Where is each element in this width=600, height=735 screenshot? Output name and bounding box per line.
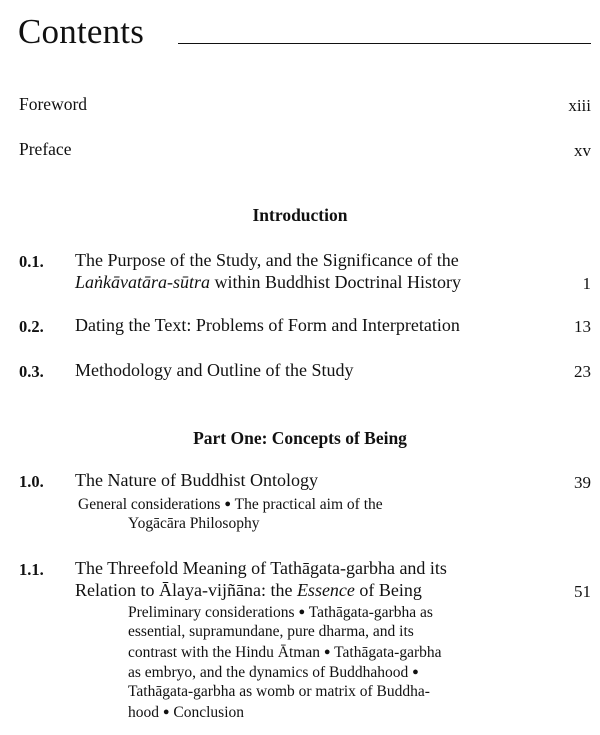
subtopic: The practical aim of the xyxy=(234,496,383,513)
entry-subtopics-line: essential, supramundane, pure dharma, and its xyxy=(128,623,414,640)
title-rule xyxy=(178,43,591,44)
entry-number: 0.2. xyxy=(19,317,44,336)
entry-title-rest: within Buddhist Doctrinal History xyxy=(210,272,461,292)
entry-subtopics-line: Tathāgata-garbha as womb or matrix of Buddha- xyxy=(128,683,430,700)
bullet-separator: ● xyxy=(412,666,419,678)
subtopic: hood xyxy=(128,704,159,721)
subtopic: Tathāgata-garbha as xyxy=(308,604,433,621)
entry-page-number: 51 xyxy=(574,582,591,601)
subtopic: Tathāgata-garbha xyxy=(334,644,442,661)
bullet-separator: ● xyxy=(323,646,331,658)
entry-number: 0.3. xyxy=(19,362,44,381)
entry-title-line[interactable]: The Purpose of the Study, and the Significance of the xyxy=(75,250,459,270)
entry-number: 1.0. xyxy=(19,472,44,491)
entry-number: 1.1. xyxy=(19,560,44,579)
entry-page-number: 13 xyxy=(574,317,591,336)
subtopic: Conclusion xyxy=(173,704,245,721)
entry-subtopics-line xyxy=(128,702,244,724)
entry-title-line[interactable] xyxy=(75,580,422,601)
bullet-separator: ● xyxy=(224,498,231,510)
subtopic: General considerations xyxy=(78,496,221,513)
toc-entry-preface-page: xv xyxy=(574,141,591,160)
entry-title-pre: Relation to Ālaya-vijñāna: the xyxy=(75,580,297,600)
entry-page-number: 39 xyxy=(574,473,591,492)
entry-title-italic: Essence xyxy=(296,580,355,600)
toc-entry-preface-label[interactable]: Preface xyxy=(19,139,72,159)
entry-title[interactable]: The Nature of Buddhist Ontology xyxy=(75,470,318,490)
bullet-separator: ● xyxy=(298,606,306,618)
entry-number: 0.1. xyxy=(19,252,44,271)
entry-subtopics-line xyxy=(128,642,442,664)
subtopic: Yogācāra Philosophy xyxy=(128,515,260,532)
subtopic: contrast with the Hindu Ātman xyxy=(128,644,320,661)
entry-page-number: 1 xyxy=(582,274,591,293)
entry-title[interactable]: Dating the Text: Problems of Form and Interpretation xyxy=(75,315,460,335)
toc-entry-foreword-page: xiii xyxy=(568,96,591,115)
toc-entry-foreword-label[interactable]: Foreword xyxy=(19,94,88,114)
work-title-italic: Laṅkāvatāra-sūtra xyxy=(75,272,210,292)
entry-title-line[interactable]: The Threefold Meaning of Tathāgata-garbha and its xyxy=(75,558,447,578)
subtopic: Preliminary considerations xyxy=(128,604,295,621)
entry-title-post: of Being xyxy=(354,580,422,600)
bullet-separator: ● xyxy=(162,706,170,718)
page-title: Contents xyxy=(18,12,145,51)
entry-subtopics-line xyxy=(128,602,433,624)
section-heading-part-one: Part One: Concepts of Being xyxy=(193,428,407,448)
entry-subtopics-line xyxy=(128,662,419,684)
section-heading-introduction: Introduction xyxy=(252,205,348,225)
entry-subtopics xyxy=(78,494,383,516)
entry-title-line[interactable] xyxy=(75,272,461,293)
entry-page-number: 23 xyxy=(574,362,591,381)
entry-title[interactable]: Methodology and Outline of the Study xyxy=(75,360,354,380)
subtopic: as embryo, and the dynamics of Buddhahood xyxy=(128,664,409,681)
